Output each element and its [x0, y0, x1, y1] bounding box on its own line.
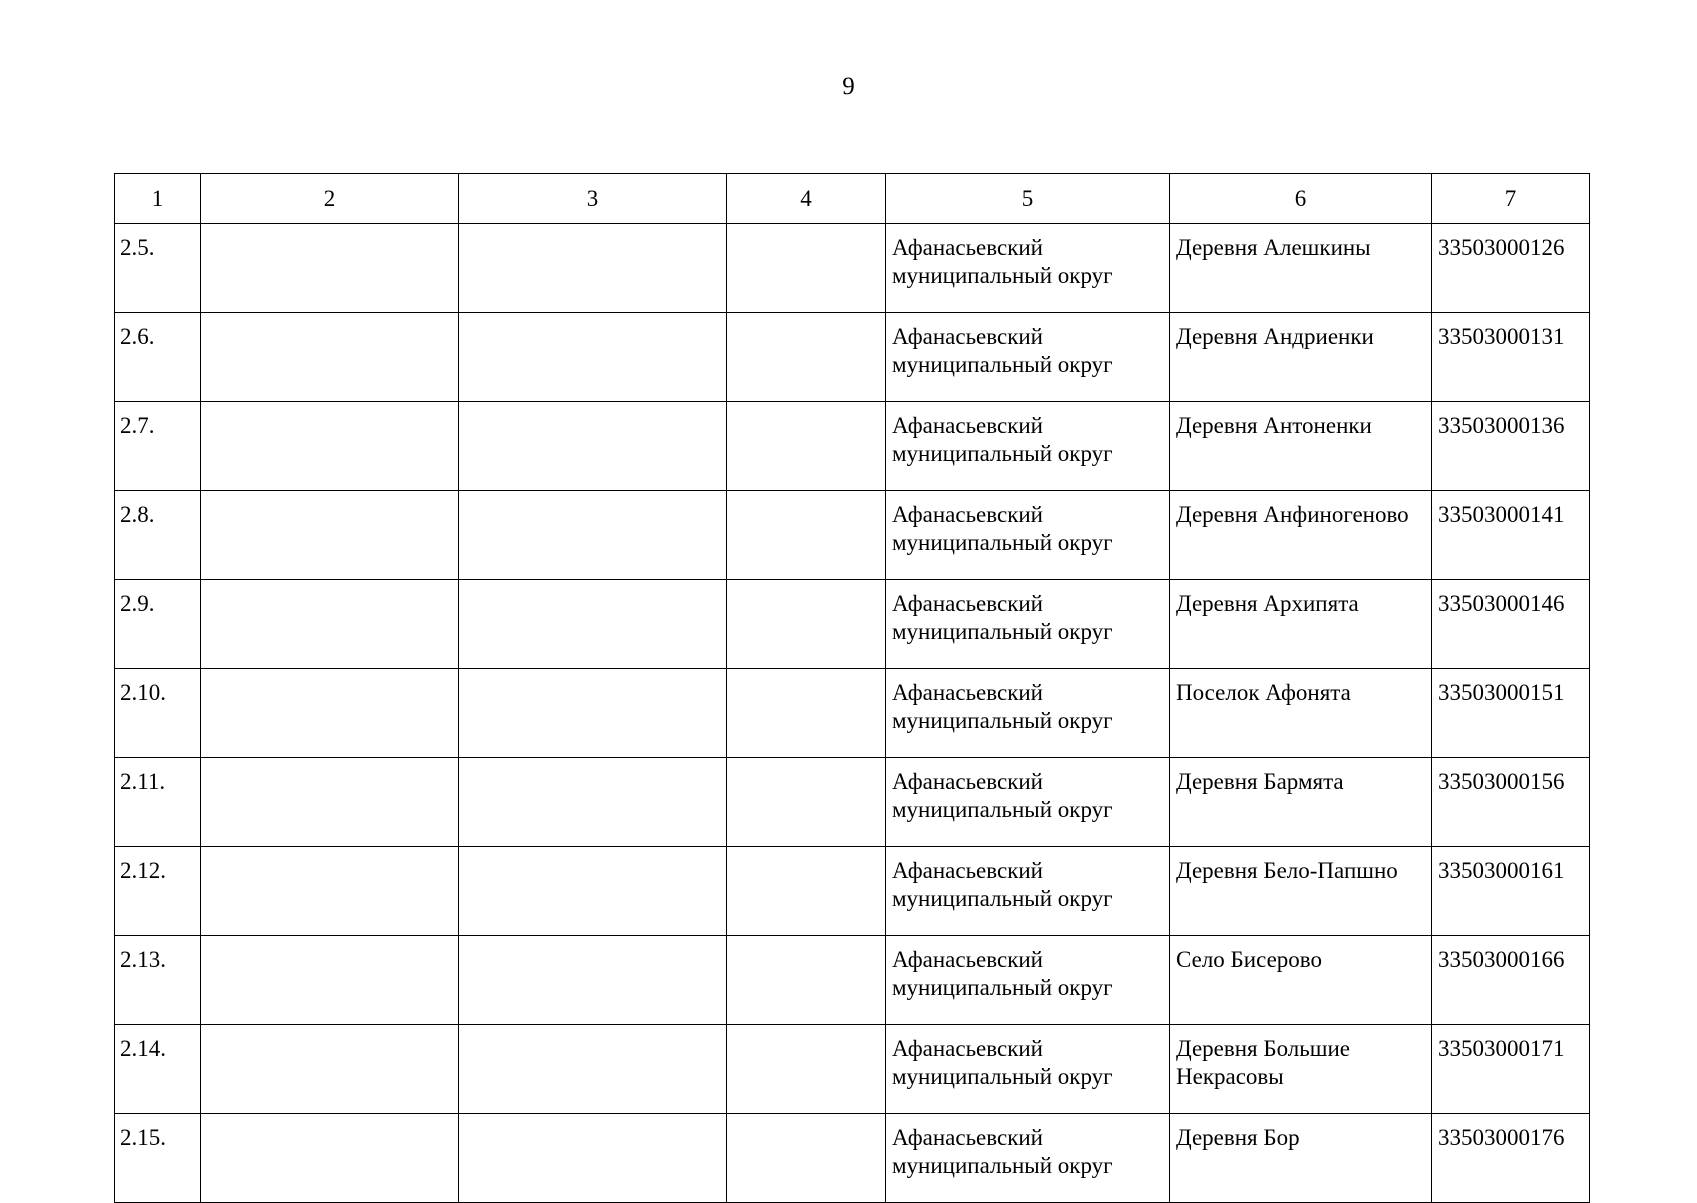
row-number-cell: 2.8.: [115, 491, 201, 580]
settlement-name-cell: Деревня Бармята: [1170, 758, 1432, 847]
column-2-cell: [201, 1114, 459, 1203]
table-row: [115, 491, 1590, 580]
settlement-name-cell: Деревня Архипята: [1170, 580, 1432, 669]
column-3-cell: [459, 491, 727, 580]
column-3-cell: [459, 224, 727, 313]
code-cell: 33503000171: [1432, 1025, 1590, 1114]
row-number-cell: 2.9.: [115, 580, 201, 669]
column-2-cell: [201, 491, 459, 580]
settlement-name-cell: Деревня Большие Некрасовы: [1170, 1025, 1432, 1114]
settlement-name-cell: Деревня Антоненки: [1170, 402, 1432, 491]
column-4-cell: [727, 847, 886, 936]
column-3-cell: [459, 580, 727, 669]
code-cell: 33503000136: [1432, 402, 1590, 491]
column-4-cell: [727, 402, 886, 491]
column-3-cell: [459, 1114, 727, 1203]
column-3-cell: [459, 847, 727, 936]
table-row: [115, 402, 1590, 491]
table-row: [115, 936, 1590, 1025]
table-row: [115, 224, 1590, 313]
settlement-name-cell: Деревня Бело-Папшно: [1170, 847, 1432, 936]
row-number-cell: 2.11.: [115, 758, 201, 847]
column-2-cell: [201, 580, 459, 669]
code-cell: 33503000166: [1432, 936, 1590, 1025]
row-number-cell: 2.10.: [115, 669, 201, 758]
column-3-cell: [459, 313, 727, 402]
document-table: [114, 173, 1590, 1203]
municipality-cell: Афанасьевский муниципальный округ: [886, 402, 1170, 491]
column-2-cell: [201, 758, 459, 847]
row-number-cell: 2.14.: [115, 1025, 201, 1114]
settlement-name-cell: Деревня Андриенки: [1170, 313, 1432, 402]
table-row: [115, 313, 1590, 402]
municipality-cell: Афанасьевский муниципальный округ: [886, 669, 1170, 758]
column-4-cell: [727, 936, 886, 1025]
column-header-5: 5: [886, 174, 1170, 224]
column-3-cell: [459, 669, 727, 758]
column-header-2: 2: [201, 174, 459, 224]
table-row: [115, 669, 1590, 758]
municipality-cell: Афанасьевский муниципальный округ: [886, 224, 1170, 313]
column-header-6: 6: [1170, 174, 1432, 224]
column-header-4: 4: [727, 174, 886, 224]
table-row: [115, 847, 1590, 936]
column-2-cell: [201, 669, 459, 758]
code-cell: 33503000141: [1432, 491, 1590, 580]
column-4-cell: [727, 758, 886, 847]
settlement-name-cell: Село Бисерово: [1170, 936, 1432, 1025]
municipality-cell: Афанасьевский муниципальный округ: [886, 936, 1170, 1025]
table-row: [115, 1114, 1590, 1203]
column-2-cell: [201, 936, 459, 1025]
settlement-name-cell: Деревня Анфиногеново: [1170, 491, 1432, 580]
row-number-cell: 2.5.: [115, 224, 201, 313]
municipality-cell: Афанасьевский муниципальный округ: [886, 491, 1170, 580]
row-number-cell: 2.15.: [115, 1114, 201, 1203]
column-4-cell: [727, 491, 886, 580]
code-cell: 33503000126: [1432, 224, 1590, 313]
column-3-cell: [459, 1025, 727, 1114]
municipality-cell: Афанасьевский муниципальный округ: [886, 1114, 1170, 1203]
page-number: 9: [842, 73, 855, 100]
column-header-3: 3: [459, 174, 727, 224]
row-number-cell: 2.12.: [115, 847, 201, 936]
column-header-1: 1: [115, 174, 201, 224]
municipality-cell: Афанасьевский муниципальный округ: [886, 758, 1170, 847]
settlement-name-cell: Поселок Афонята: [1170, 669, 1432, 758]
row-number-cell: 2.7.: [115, 402, 201, 491]
code-cell: 33503000161: [1432, 847, 1590, 936]
table-body: [115, 224, 1590, 1203]
row-number-cell: 2.13.: [115, 936, 201, 1025]
code-cell: 33503000146: [1432, 580, 1590, 669]
column-2-cell: [201, 224, 459, 313]
code-cell: 33503000156: [1432, 758, 1590, 847]
column-2-cell: [201, 847, 459, 936]
column-3-cell: [459, 402, 727, 491]
column-2-cell: [201, 402, 459, 491]
row-number-cell: 2.6.: [115, 313, 201, 402]
table-row: [115, 580, 1590, 669]
municipality-cell: Афанасьевский муниципальный округ: [886, 580, 1170, 669]
settlement-name-cell: Деревня Бор: [1170, 1114, 1432, 1203]
column-4-cell: [727, 1114, 886, 1203]
column-2-cell: [201, 1025, 459, 1114]
code-cell: 33503000151: [1432, 669, 1590, 758]
column-4-cell: [727, 669, 886, 758]
column-3-cell: [459, 758, 727, 847]
table-row: [115, 1025, 1590, 1114]
settlement-name-cell: Деревня Алешкины: [1170, 224, 1432, 313]
municipality-cell: Афанасьевский муниципальный округ: [886, 847, 1170, 936]
table-row: [115, 758, 1590, 847]
column-2-cell: [201, 313, 459, 402]
column-3-cell: [459, 936, 727, 1025]
municipality-cell: Афанасьевский муниципальный округ: [886, 313, 1170, 402]
column-4-cell: [727, 1025, 886, 1114]
table-header-row: [115, 174, 1590, 224]
column-4-cell: [727, 313, 886, 402]
column-4-cell: [727, 580, 886, 669]
code-cell: 33503000176: [1432, 1114, 1590, 1203]
code-cell: 33503000131: [1432, 313, 1590, 402]
column-header-7: 7: [1432, 174, 1590, 224]
municipality-cell: Афанасьевский муниципальный округ: [886, 1025, 1170, 1114]
column-4-cell: [727, 224, 886, 313]
